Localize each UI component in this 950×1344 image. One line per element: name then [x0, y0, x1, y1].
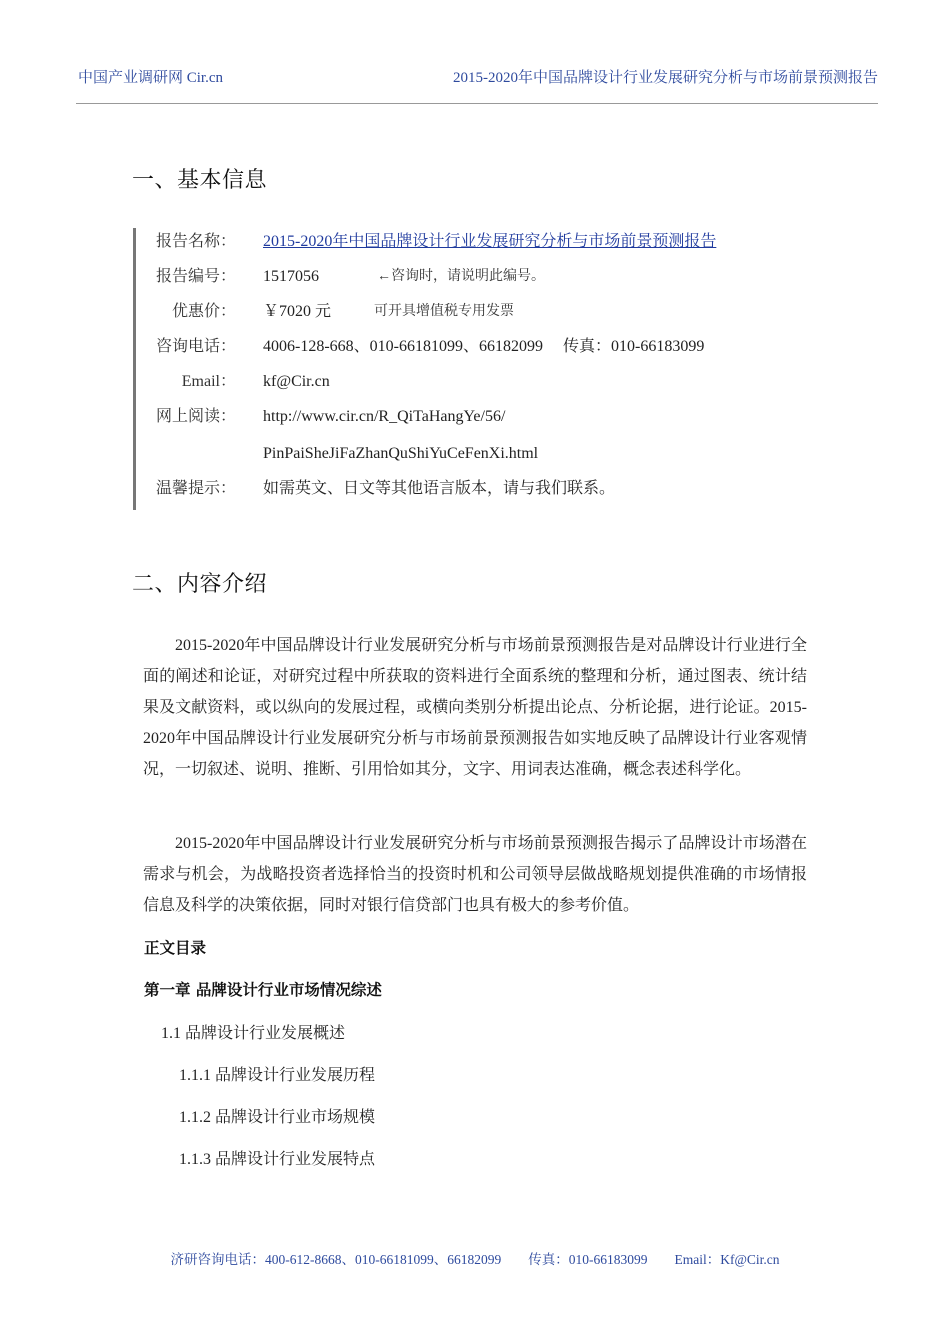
online-url-line1: http://www.cir.cn/R_QiTaHangYe/56/ — [263, 408, 506, 425]
report-no-value: 1517056 — [263, 268, 319, 285]
email-label: Email： — [181, 373, 236, 390]
section-basic-info-title: 一、基本信息 — [132, 168, 268, 193]
header-report-title: 2015-2020年中国品牌设计行业发展研究分析与市场前景预测报告 — [453, 70, 878, 86]
phone-value: 4006-128-668、010-66181099、66182099 传真：010-66183099 — [263, 338, 705, 355]
tip-label: 温馨提示： — [155, 480, 236, 497]
page-footer: 济研咨询电话：400-612-8668、010-66181099、66182099 传真：010-66183099 Email：Kf@Cir.cn — [170, 1252, 780, 1267]
online-label: 网上阅读： — [155, 408, 236, 425]
email-value: kf@Cir.cn — [263, 373, 330, 390]
report-name-label: 报告名称： — [155, 233, 236, 250]
toc-title: 正文目录 — [144, 939, 207, 957]
price-value: ￥7020 元 — [263, 303, 332, 320]
header-site-name: 中国产业调研网 Cir.cn — [78, 70, 223, 86]
basic-info-panel — [133, 228, 816, 510]
report-no-label: 报告编号： — [155, 268, 236, 285]
price-label: 优惠价： — [171, 303, 236, 320]
toc-item: 1.1 品牌设计行业发展概述 — [161, 1025, 346, 1042]
section-content-title: 二、内容介绍 — [132, 572, 268, 597]
page-header — [76, 66, 878, 88]
intro-paragraph-1: 2015-2020年中国品牌设计行业发展研究分析与市场前景预测报告是对品牌设计行业进行全面的阐述和论证，对研究过程中所获取的资料进行全面系统的整理和分析，通过图表、统计结果及文献资料，或以纵向的发展过程，或横向类别分析提出论点、分析论据，进行论证。2015-2020年中国品牌设计行业发展研究分析与市场前景预测报告如实地反映了品牌设计行业客观情况，一切叙述、说明、推断、引用恰如其分，文字、用词表达准确，概念表述科学化。 — [143, 637, 807, 778]
intro-paragraph-2: 2015-2020年中国品牌设计行业发展研究分析与市场前景预测报告揭示了品牌设计市场潜在需求与机会，为战略投资者选择恰当的投资时机和公司领导层做战略规划提供准确的市场情报信息及科学的决策依据，同时对银行信贷部门也具有极大的参考价值。 — [143, 835, 807, 914]
online-url-line2: PinPaiSheJiFaZhanQuShiYuCeFenXi.html — [263, 445, 539, 462]
header-divider — [76, 103, 878, 104]
toc-item: 1.1.2 品牌设计行业市场规模 — [179, 1109, 376, 1126]
toc-chapter-1: 第一章 品牌设计行业市场情况综述 — [144, 981, 382, 999]
toc-item: 1.1.3 品牌设计行业发展特点 — [179, 1151, 376, 1168]
toc-item: 1.1.1 品牌设计行业发展历程 — [179, 1067, 376, 1084]
price-note: 可开具增值税专用发票 — [374, 304, 514, 319]
report-name-link[interactable]: 2015-2020年中国品牌设计行业发展研究分析与市场前景预测报告 — [263, 233, 717, 250]
report-no-note: ←咨询时，请说明此编号。 — [377, 269, 545, 284]
phone-label: 咨询电话： — [155, 338, 236, 355]
tip-value: 如需英文、日文等其他语言版本，请与我们联系。 — [263, 480, 616, 497]
